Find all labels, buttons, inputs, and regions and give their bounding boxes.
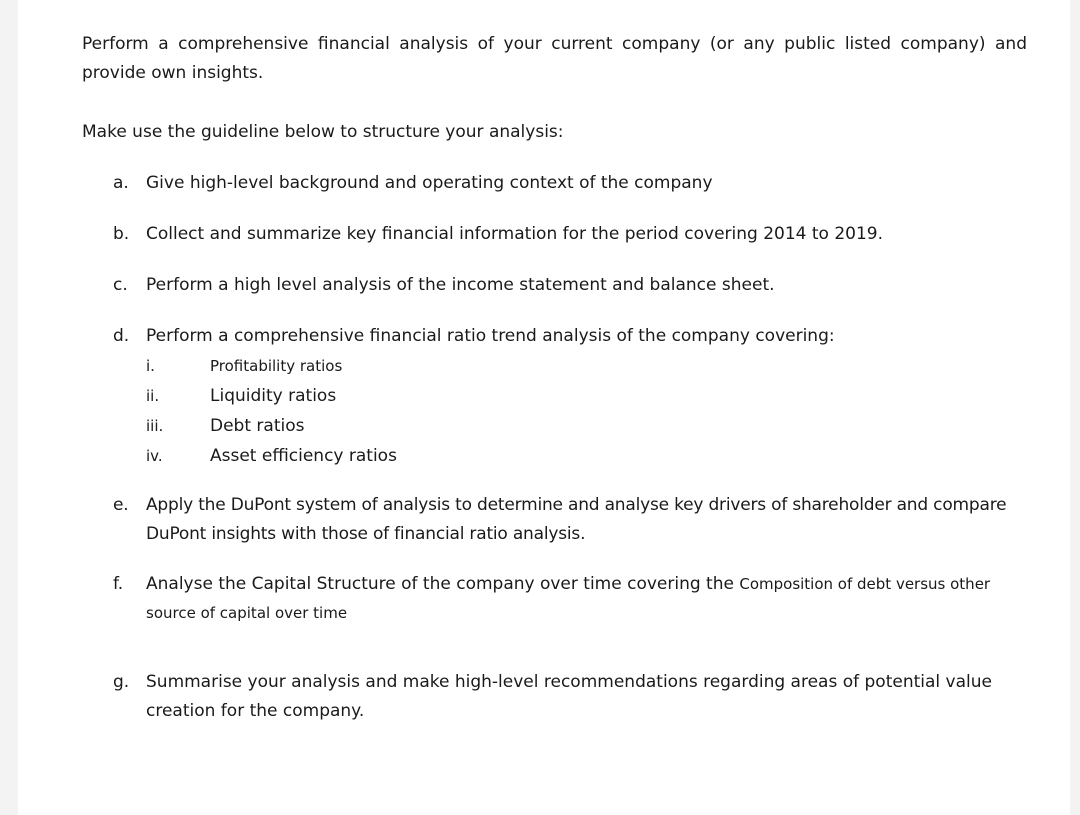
- intro-paragraph: Perform a comprehensive financial analysis of your current company (or any public listed company) and provide own insights.: [82, 34, 1027, 83]
- sub-marker: i.: [146, 357, 155, 375]
- list-item-text-main: Analyse the Capital Structure of the company over time covering the: [146, 574, 734, 594]
- list-item-text: Perform a high level analysis of the income statement and balance sheet.: [146, 275, 775, 295]
- sub-item-iii: [82, 412, 1027, 441]
- list-marker: e.: [113, 495, 129, 515]
- list-item-b: [82, 220, 1027, 249]
- sub-item-iv: [82, 442, 1027, 471]
- list-item-d: [82, 322, 1027, 351]
- list-item-e: [82, 491, 1027, 549]
- list-marker: b.: [113, 224, 130, 244]
- document-page: [18, 0, 1070, 815]
- list-item-c: [82, 271, 1027, 300]
- sub-marker: iv.: [146, 447, 163, 465]
- guideline-heading: Make use the guideline below to structure your analysis:: [82, 122, 564, 142]
- sub-item-ii: [82, 382, 1027, 411]
- sub-item-text: Asset efficiency ratios: [210, 446, 397, 466]
- list-item-text: Collect and summarize key financial information for the period covering 2014 to 2019.: [146, 224, 884, 244]
- list-item-text: Give high-level background and operating context of the company: [146, 173, 713, 193]
- list-item-text: Summarise your analysis and make high-level recommendations regarding areas of potential value creation for the company.: [146, 672, 992, 721]
- document-content: [82, 30, 1027, 726]
- sub-item-i: [82, 352, 1027, 381]
- list-item-a: [82, 169, 1027, 198]
- list-item-f: [82, 570, 1027, 628]
- list-item-text: Perform a comprehensive financial ratio trend analysis of the company covering:: [146, 326, 835, 346]
- sub-item-text: Debt ratios: [210, 416, 305, 436]
- list-marker: a.: [113, 173, 129, 193]
- list-marker: g.: [113, 672, 130, 692]
- list-marker: c.: [113, 275, 128, 295]
- list-item-text-small: Composition of debt versus other source of capital over time: [146, 575, 991, 622]
- sub-item-text: Liquidity ratios: [210, 386, 337, 406]
- list-item-text: Apply the DuPont system of analysis to determine and analyse key drivers of shareholder and compare DuPont insights with those of financial ratio analysis.: [146, 495, 1007, 544]
- list-marker: d.: [113, 326, 130, 346]
- list-item-text: [146, 570, 1027, 628]
- sub-marker: iii.: [146, 417, 164, 435]
- sub-marker: ii.: [146, 387, 160, 405]
- sub-item-text: Profitability ratios: [210, 357, 343, 375]
- list-item-g: [82, 668, 1027, 726]
- list-marker: f.: [113, 574, 124, 594]
